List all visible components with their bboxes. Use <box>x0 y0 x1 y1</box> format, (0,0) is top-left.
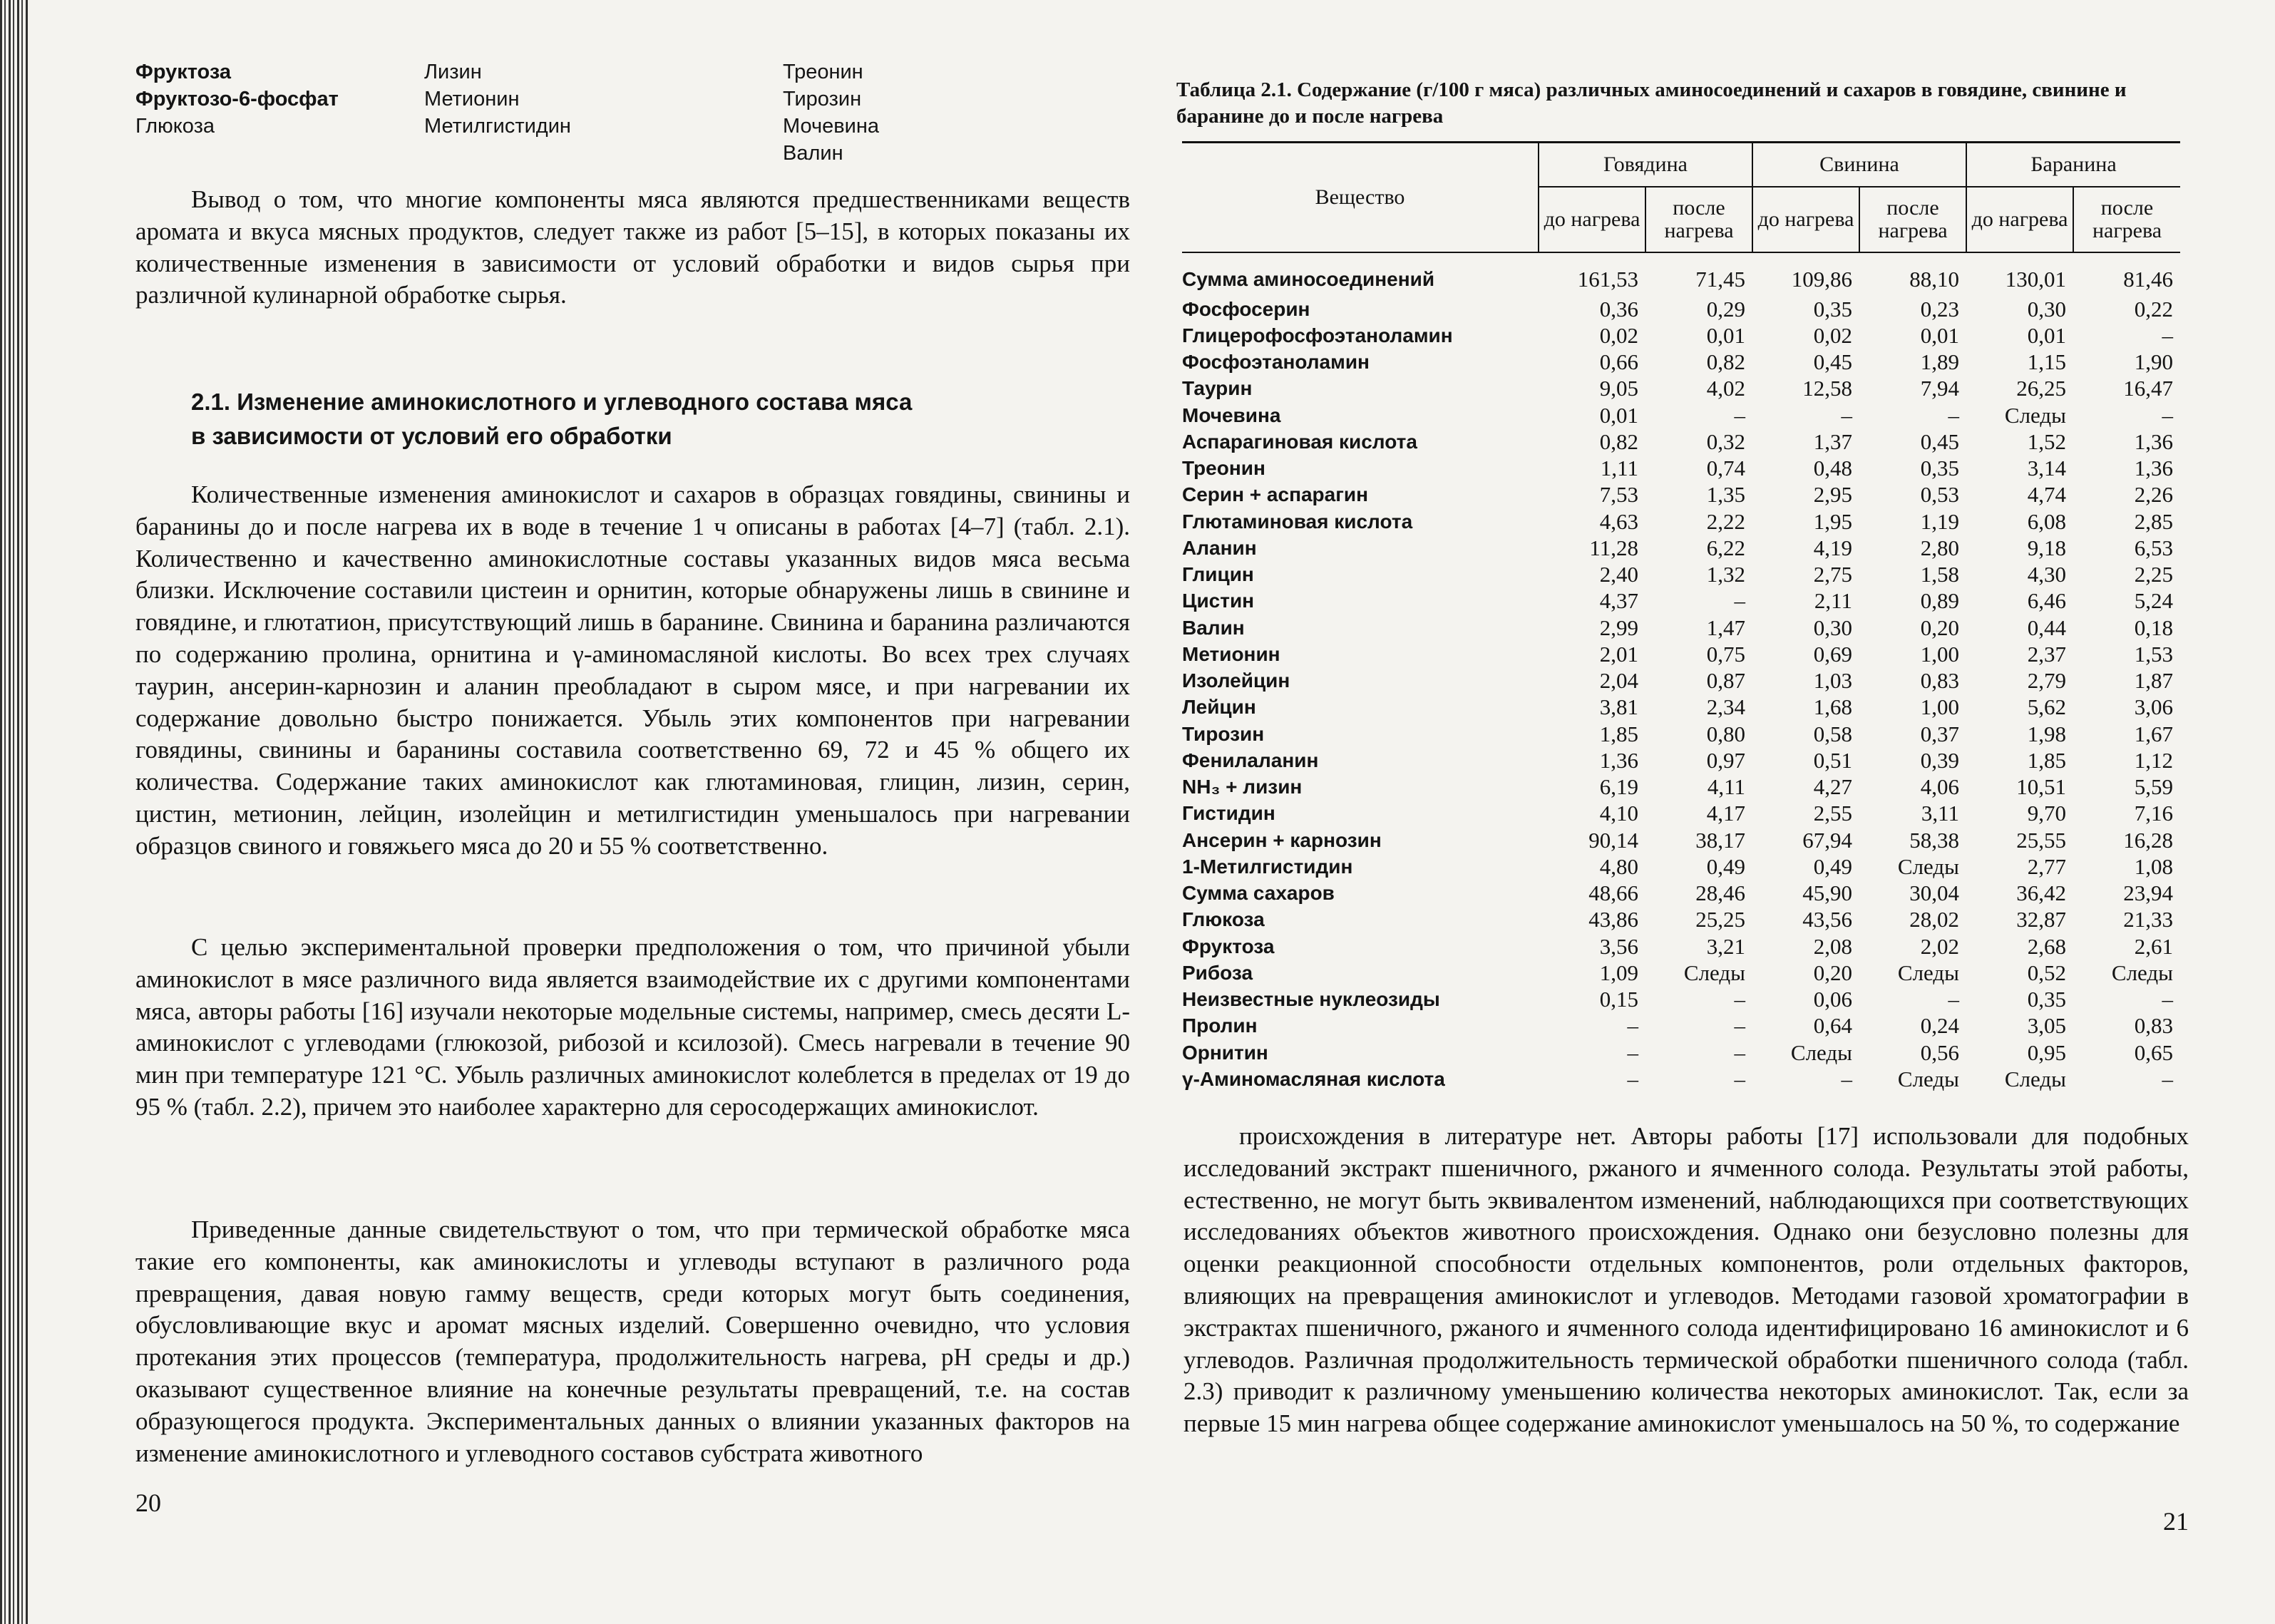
table-row <box>1182 774 2180 801</box>
value-cell: 0,80 <box>1706 721 1745 746</box>
table-row <box>1182 1013 2180 1039</box>
value-cell: 2,68 <box>2027 933 2066 959</box>
list-item: Фруктоза <box>135 61 232 83</box>
substance-cell: γ-Аминомасляная кислота <box>1182 1067 1445 1090</box>
value-cell: 2,01 <box>1599 641 1638 667</box>
value-cell: 2,75 <box>1813 562 1852 587</box>
value-cell: 4,17 <box>1706 801 1745 826</box>
value-cell: 1,15 <box>2027 349 2066 375</box>
value-cell: – <box>1734 1039 1745 1065</box>
table-row <box>1182 322 2180 349</box>
value-cell: 26,25 <box>2016 376 2066 401</box>
value-cell: 4,30 <box>2027 562 2066 587</box>
value-cell: 0,45 <box>1920 428 1959 454</box>
substance-cell: Фосфоэтаноламин <box>1182 351 1370 374</box>
value-cell: 1,12 <box>2134 747 2173 773</box>
value-cell: – <box>1948 987 1959 1012</box>
substance-cell: Цистин <box>1182 590 1255 612</box>
value-cell: 1,53 <box>2134 641 2173 667</box>
value-cell: Следы <box>2111 960 2173 985</box>
substance-cell: Сумма аминосоединений <box>1182 268 1435 290</box>
value-cell: 0,74 <box>1706 456 1745 481</box>
value-cell: 1,85 <box>2027 747 2066 773</box>
value-cell: 43,56 <box>1802 907 1852 932</box>
value-cell: 0,82 <box>1706 349 1745 375</box>
column-header: Вещество <box>1182 143 1539 253</box>
column-header: после нагрева <box>1859 187 1966 252</box>
right-page <box>1176 0 2189 1624</box>
value-cell: 2,80 <box>1920 535 1959 560</box>
list-item: Лизин <box>424 61 482 83</box>
value-cell: 1,85 <box>1599 721 1638 746</box>
value-cell: 10,51 <box>2016 774 2066 800</box>
value-cell: 2,99 <box>1599 615 1638 640</box>
table-header-row <box>1182 143 2180 187</box>
table-row <box>1182 907 2180 933</box>
list-item: Глюкоза <box>135 115 215 138</box>
substance-cell: 1-Метилгистидин <box>1182 855 1353 878</box>
value-cell: 16,47 <box>2123 376 2173 401</box>
substance-cell: NH₃ + лизин <box>1182 776 1303 798</box>
value-cell: Следы <box>2004 402 2066 428</box>
value-cell: 3,21 <box>1706 933 1745 959</box>
value-cell: 1,95 <box>1813 508 1852 534</box>
value-cell: 0,35 <box>1920 456 1959 481</box>
value-cell: 2,34 <box>1706 694 1745 720</box>
value-cell: 38,17 <box>1695 827 1745 853</box>
value-cell: Следы <box>1790 1039 1852 1065</box>
value-cell: 0,35 <box>2027 987 2066 1012</box>
value-cell: 2,85 <box>2134 508 2173 534</box>
value-cell: 1,08 <box>2134 853 2173 879</box>
value-cell: – <box>2162 402 2173 428</box>
value-cell: 0,32 <box>1706 428 1745 454</box>
value-cell: 0,30 <box>2027 296 2066 322</box>
value-cell: 1,36 <box>2134 428 2173 454</box>
value-cell: 0,20 <box>1920 615 1959 640</box>
value-cell: 4,63 <box>1599 508 1638 534</box>
value-cell: 4,74 <box>2027 482 2066 508</box>
value-cell: 1,58 <box>1920 562 1959 587</box>
value-cell: 4,27 <box>1813 774 1852 800</box>
table-row <box>1182 880 2180 907</box>
value-cell: 67,94 <box>1802 827 1852 853</box>
value-cell: 0,15 <box>1599 987 1638 1012</box>
substance-cell: Глицерофосфоэтаноламин <box>1182 324 1453 346</box>
value-cell: 1,37 <box>1813 428 1852 454</box>
paragraph: С целью экспериментальной проверки предположения о том, что причиной убыли аминокислот в мясе различного вида является взаимодействие их с другими компонентами мяса, авторы работы [16] изучали некоторые модельные системы, например, смесь десяти L-аминокислот с углеводами (глюкозой, рибозой и ксилозой). Смесь нагревали в течение 90 мин при температуре 121 °С. Убыль различных аминокислот колеблется в пределах от 19 до 95 % (табл. 2.2), причем это наиболее характерно для серосодержащих аминокислот. <box>135 933 1130 1121</box>
value-cell: 0,18 <box>2134 615 2173 640</box>
substance-cell: Валин <box>1182 616 1245 639</box>
table-row <box>1182 376 2180 402</box>
value-cell: 0,39 <box>1920 747 1959 773</box>
value-cell: 48,66 <box>1588 880 1638 906</box>
value-cell: 0,35 <box>1813 296 1852 322</box>
list-item: Мочевина <box>783 115 879 138</box>
compound-list-1 <box>135 58 339 140</box>
value-cell: 5,62 <box>2027 694 2066 720</box>
substance-cell: Серин + аспарагин <box>1182 483 1369 506</box>
table-row <box>1182 482 2180 508</box>
value-cell: 5,24 <box>2134 588 2173 614</box>
value-cell: 1,19 <box>1920 508 1959 534</box>
paragraph: Вывод о том, что многие компоненты мяса являются предшественниками веществ аромата и вкуса мясных продуктов, следует также из работ [5–15], в которых показаны их количественные изменения в зависимости от условий обработки и видов сырья при различной кулинарной обработке сырья. <box>135 185 1130 309</box>
value-cell: 0,29 <box>1706 296 1745 322</box>
table-row <box>1182 428 2180 455</box>
value-cell: 12,58 <box>1802 376 1852 401</box>
value-cell: 88,10 <box>1909 267 1959 292</box>
value-cell: 0,83 <box>2134 1013 2173 1039</box>
value-cell: Следы <box>1683 960 1745 985</box>
table-row <box>1182 987 2180 1013</box>
value-cell: – <box>1627 1066 1638 1091</box>
substance-cell: Таурин <box>1182 377 1253 400</box>
value-cell: 2,02 <box>1920 933 1959 959</box>
value-cell: 4,11 <box>1707 774 1745 800</box>
value-cell: 2,95 <box>1813 482 1852 508</box>
value-cell: 0,22 <box>2134 296 2173 322</box>
table-row <box>1182 508 2180 535</box>
paragraph: происхождения в литературе нет. Авторы работы [17] использовали для подобных исследований экстракт пшеничного, ржаного и ячменного солода. Результаты этой работы, естественно, не могут быть эквивалентом изменений, наблюдающихся при соответствующих исследованиях объектов животного происхождения. Однако они безусловно полезны для оценки реакционной способности отдельных компонентов, роли отдельных факторов, влияющих на превращения аминокислот и углеводов. Методами газовой хроматографии в экстрактах пшеничного, ржаного и ячменного солода идентифицировано 16 аминокислот и 6 углеводов. Различная продолжительность термической обработки пшеничного солода (табл. 2.3) приводит к различному уменьшению количества некоторых аминокислот. Так, если за первые 15 мин нагрева общее содержание аминокислот уменьшалось на 50 %, то содержание <box>1183 1122 2189 1438</box>
table-row <box>1182 721 2180 747</box>
value-cell: 0,56 <box>1920 1039 1959 1065</box>
value-cell: 0,69 <box>1813 641 1852 667</box>
value-cell: 2,61 <box>2134 933 2173 959</box>
substance-cell: Аланин <box>1182 536 1257 559</box>
value-cell: – <box>1841 402 1852 428</box>
value-cell: 28,02 <box>1909 907 1959 932</box>
value-cell: 90,14 <box>1588 827 1638 853</box>
value-cell: – <box>1948 402 1959 428</box>
value-cell: 16,28 <box>2123 827 2173 853</box>
list-item: Тирозин <box>783 88 862 111</box>
value-cell: 2,79 <box>2027 668 2066 694</box>
substance-cell: Изолейцин <box>1182 669 1290 692</box>
value-cell: 36,42 <box>2016 880 2066 906</box>
value-cell: 2,04 <box>1599 668 1638 694</box>
value-cell: 0,49 <box>1706 853 1745 879</box>
heading-line: в зависимости от условий его обработки <box>191 423 672 449</box>
value-cell: 0,01 <box>1706 322 1745 348</box>
page-number: 21 <box>2163 1507 2189 1536</box>
value-cell: 0,06 <box>1813 987 1852 1012</box>
value-cell: 0,02 <box>1813 322 1852 348</box>
value-cell: 1,00 <box>1920 641 1959 667</box>
substance-cell: Фруктоза <box>1182 935 1275 957</box>
value-cell: 3,56 <box>1599 933 1638 959</box>
table-row <box>1182 827 2180 853</box>
value-cell: 6,46 <box>2027 588 2066 614</box>
column-header: после нагрева <box>2073 187 2180 252</box>
value-cell: 2,40 <box>1599 562 1638 587</box>
table-row <box>1182 349 2180 376</box>
value-cell: Следы <box>1897 960 1959 985</box>
value-cell: 3,81 <box>1599 694 1638 720</box>
value-cell: 0,53 <box>1920 482 1959 508</box>
value-cell: – <box>2162 322 2173 348</box>
table-row <box>1182 456 2180 482</box>
value-cell: 2,26 <box>2134 482 2173 508</box>
value-cell: 1,67 <box>2134 721 2173 746</box>
value-cell: 1,36 <box>2134 456 2173 481</box>
value-cell: – <box>1734 987 1745 1012</box>
table-row <box>1182 402 2180 428</box>
value-cell: 0,37 <box>1920 721 1959 746</box>
substance-cell: Неизвестные нуклеозиды <box>1182 988 1440 1011</box>
value-cell: 9,05 <box>1599 376 1638 401</box>
value-cell: 0,89 <box>1920 588 1959 614</box>
value-cell: 1,47 <box>1706 615 1745 640</box>
value-cell: 1,98 <box>2027 721 2066 746</box>
table-row <box>1182 668 2180 694</box>
value-cell: – <box>2162 987 2173 1012</box>
value-cell: 11,28 <box>1589 535 1638 560</box>
compound-lists <box>135 58 1062 180</box>
column-group-header: Говядина <box>1539 143 1752 187</box>
substance-cell: Фосфосерин <box>1182 297 1310 320</box>
value-cell: 58,38 <box>1909 827 1959 853</box>
list-item: Метилгистидин <box>424 115 571 138</box>
substance-cell: Треонин <box>1182 457 1265 480</box>
value-cell: 0,83 <box>1920 668 1959 694</box>
table-row <box>1182 960 2180 986</box>
table-row <box>1182 1039 2180 1066</box>
paragraph: Количественные изменения аминокислот и сахаров в образцах говядины, свинины и баранины до и после нагрева их в воде в течение 1 ч описаны в работах [4–7] (табл. 2.1). Количественно и качественно аминокислотные составы указанных видов мяса весьма близки. Исключение составили цистеин и орнитин, которые обнаружены лишь в свинине и говядине, и глютатион, присутствующий лишь в баранине. Свинина и баранина различаются по содержанию пролина, орнитина и γ-аминомасляной кислоты. Во всех трех случаях таурин, ансерин-карнозин и аланин преобладают в сыром мясе, и при нагревании их содержание довольно быстро понижается. Убыль этих компонентов при нагревании говядины, свинины и баранины составила соответственно 69, 72 и 45 % общего их количества. Содержание таких аминокислот как глютаминовая, глицин, лизин, серин, цистин, метионин, лейцин, изолейцин и метилгистидин уменьшалось при нагревании образцов свиного и говяжьего мяса до 20 и 55 % соответственно. <box>135 480 1130 860</box>
value-cell: 1,11 <box>1600 456 1638 481</box>
value-cell: 0,48 <box>1813 456 1852 481</box>
value-cell: 4,80 <box>1599 853 1638 879</box>
value-cell: 32,87 <box>2016 907 2066 932</box>
substance-cell: Метионин <box>1182 642 1280 665</box>
substance-cell: Рибоза <box>1182 961 1253 984</box>
value-cell: – <box>1627 1039 1638 1065</box>
value-cell: 0,87 <box>1706 668 1745 694</box>
value-cell: 0,52 <box>2027 960 2066 985</box>
value-cell: 161,53 <box>1577 267 1638 292</box>
value-cell: 3,06 <box>2134 694 2173 720</box>
table-row <box>1182 853 2180 880</box>
value-cell: 3,11 <box>1921 801 1959 826</box>
table-body <box>1182 252 2180 1093</box>
column-group-header: Баранина <box>1966 143 2180 187</box>
paragraph: Приведенные данные свидетельствуют о том, что при термической обработке мяса такие его компоненты, как аминокислоты и углеводы вступают в различного рода превращения, давая новую гамму веществ, среди которых могут быть соединения, обусловливающие вкус и аромат мясных изделий. Совершенно очевидно, что условия протекания этих процессов (температура, продолжительность нагрева, pH среды и др.) оказывают существенное влияние на конечные результаты превращений, т.е. на состав образующегося продукта. Экспериментальных данных о влиянии указанных факторов на изменение аминокислотного и углеводного составов субстрата животного <box>135 1216 1130 1467</box>
value-cell: – <box>1841 1066 1852 1091</box>
value-cell: 0,51 <box>1813 747 1852 773</box>
value-cell: 1,00 <box>1920 694 1959 720</box>
value-cell: 2,77 <box>2027 853 2066 879</box>
value-cell: – <box>1627 1013 1638 1039</box>
column-header: до нагрева <box>1752 187 1859 252</box>
table-row <box>1182 296 2180 322</box>
value-cell: 0,75 <box>1706 641 1745 667</box>
value-cell: 0,01 <box>1599 402 1638 428</box>
table-row <box>1182 747 2180 774</box>
value-cell: 7,53 <box>1599 482 1638 508</box>
value-cell: 0,01 <box>2027 322 2066 348</box>
table-row <box>1182 588 2180 615</box>
value-cell: – <box>1734 1013 1745 1039</box>
value-cell: 6,22 <box>1706 535 1745 560</box>
value-cell: 2,22 <box>1706 508 1745 534</box>
page-number: 20 <box>135 1489 161 1517</box>
data-table <box>1182 141 2180 1093</box>
value-cell: 21,33 <box>2123 907 2173 932</box>
list-item: Треонин <box>783 61 863 83</box>
value-cell: 43,86 <box>1588 907 1638 932</box>
substance-cell: Пролин <box>1182 1014 1258 1037</box>
section-heading <box>191 385 912 453</box>
value-cell: 0,30 <box>1813 615 1852 640</box>
value-cell: 1,68 <box>1813 694 1852 720</box>
value-cell: – <box>1734 1066 1745 1091</box>
value-cell: 0,65 <box>2134 1039 2173 1065</box>
value-cell: 1,36 <box>1599 747 1638 773</box>
compound-list-3 <box>783 58 879 167</box>
column-group-header: Свинина <box>1752 143 1966 187</box>
value-cell: 0,02 <box>1599 322 1638 348</box>
value-cell: 2,55 <box>1813 801 1852 826</box>
value-cell: 0,64 <box>1813 1013 1852 1039</box>
table-row <box>1182 535 2180 561</box>
list-item: Валин <box>783 142 843 165</box>
table-row <box>1182 615 2180 641</box>
book-binding-edge <box>0 0 30 1624</box>
value-cell: 0,66 <box>1599 349 1638 375</box>
substance-cell: Ансерин + карнозин <box>1182 828 1382 851</box>
value-cell: 0,95 <box>2027 1039 2066 1065</box>
value-cell: – <box>1734 402 1745 428</box>
value-cell: 30,04 <box>1909 880 1959 906</box>
value-cell: 2,25 <box>2134 562 2173 587</box>
table-row <box>1182 252 2180 296</box>
value-cell: 3,14 <box>2027 456 2066 481</box>
substance-cell: Глюкоза <box>1182 908 1265 931</box>
heading-line: 2.1. Изменение аминокислотного и углеводного состава мяса <box>191 389 913 415</box>
substance-cell: Тирозин <box>1182 722 1265 745</box>
value-cell: 0,36 <box>1599 296 1638 322</box>
value-cell: 0,49 <box>1813 853 1852 879</box>
value-cell: 0,82 <box>1599 428 1638 454</box>
value-cell: 0,20 <box>1813 960 1852 985</box>
compound-list-2 <box>424 58 571 140</box>
value-cell: Следы <box>2004 1066 2066 1091</box>
substance-cell: Гистидин <box>1182 802 1275 825</box>
value-cell: 0,58 <box>1813 721 1852 746</box>
value-cell: 3,05 <box>2027 1013 2066 1039</box>
value-cell: 71,45 <box>1695 267 1745 292</box>
substance-cell: Орнитин <box>1182 1041 1268 1064</box>
value-cell: 9,70 <box>2027 801 2066 826</box>
substance-cell: Глютаминовая кислота <box>1182 510 1413 533</box>
value-cell: 130,01 <box>2005 267 2066 292</box>
table-caption: Таблица 2.1. Содержание (г/100 г мяса) различных аминосоединений и сахаров в говядине, свинине и баранине до и после нагрева <box>1176 78 2127 128</box>
column-header: после нагрева <box>1645 187 1752 252</box>
table-row <box>1182 801 2180 827</box>
value-cell: 6,19 <box>1599 774 1638 800</box>
value-cell: 23,94 <box>2123 880 2173 906</box>
value-cell: 4,06 <box>1920 774 1959 800</box>
value-cell: 0,24 <box>1920 1013 1959 1039</box>
column-header: до нагрева <box>1966 187 2073 252</box>
value-cell: Следы <box>1897 1066 1959 1091</box>
value-cell: 7,16 <box>2134 801 2173 826</box>
value-cell: 1,87 <box>2134 668 2173 694</box>
substance-cell: Лейцин <box>1182 696 1256 719</box>
value-cell: 0,45 <box>1813 349 1852 375</box>
value-cell: 2,37 <box>2027 641 2066 667</box>
value-cell: 1,32 <box>1706 562 1745 587</box>
value-cell: – <box>2162 1066 2173 1091</box>
value-cell: 1,35 <box>1706 482 1745 508</box>
substance-cell: Мочевина <box>1182 404 1281 426</box>
value-cell: 1,90 <box>2134 349 2173 375</box>
value-cell: 4,19 <box>1813 535 1852 560</box>
value-cell: 6,08 <box>2027 508 2066 534</box>
column-header: до нагрева <box>1539 187 1645 252</box>
value-cell: 6,53 <box>2134 535 2173 560</box>
value-cell: 4,10 <box>1599 801 1638 826</box>
substance-cell: Фенилаланин <box>1182 749 1319 771</box>
value-cell: – <box>1734 588 1745 614</box>
table-row <box>1182 694 2180 721</box>
substance-cell: Сумма сахаров <box>1182 882 1335 905</box>
list-item: Фруктозо-6-фосфат <box>135 88 339 111</box>
value-cell: 9,18 <box>2027 535 2066 560</box>
value-cell: 1,03 <box>1813 668 1852 694</box>
value-cell: 0,97 <box>1706 747 1745 773</box>
table-row <box>1182 933 2180 960</box>
value-cell: 25,55 <box>2016 827 2066 853</box>
value-cell: 2,11 <box>1814 588 1852 614</box>
value-cell: 7,94 <box>1920 376 1959 401</box>
value-cell: 2,08 <box>1813 933 1852 959</box>
value-cell: 81,46 <box>2123 267 2173 292</box>
value-cell: 5,59 <box>2134 774 2173 800</box>
table-row <box>1182 1066 2180 1092</box>
value-cell: 4,37 <box>1599 588 1638 614</box>
value-cell: 109,86 <box>1791 267 1852 292</box>
list-item: Метионин <box>424 88 520 111</box>
substance-cell: Аспарагиновая кислота <box>1182 430 1417 453</box>
value-cell: 0,44 <box>2027 615 2066 640</box>
value-cell: 1,52 <box>2027 428 2066 454</box>
value-cell: 0,01 <box>1920 322 1959 348</box>
left-page <box>135 0 1134 1624</box>
value-cell: 1,89 <box>1920 349 1959 375</box>
value-cell: 1,09 <box>1599 960 1638 985</box>
value-cell: Следы <box>1897 853 1959 879</box>
table-row <box>1182 562 2180 588</box>
value-cell: 25,25 <box>1695 907 1745 932</box>
table-row <box>1182 641 2180 667</box>
value-cell: 4,02 <box>1706 376 1745 401</box>
substance-cell: Глицин <box>1182 563 1254 586</box>
value-cell: 0,23 <box>1920 296 1959 322</box>
value-cell: 45,90 <box>1802 880 1852 906</box>
value-cell: 28,46 <box>1695 880 1745 906</box>
